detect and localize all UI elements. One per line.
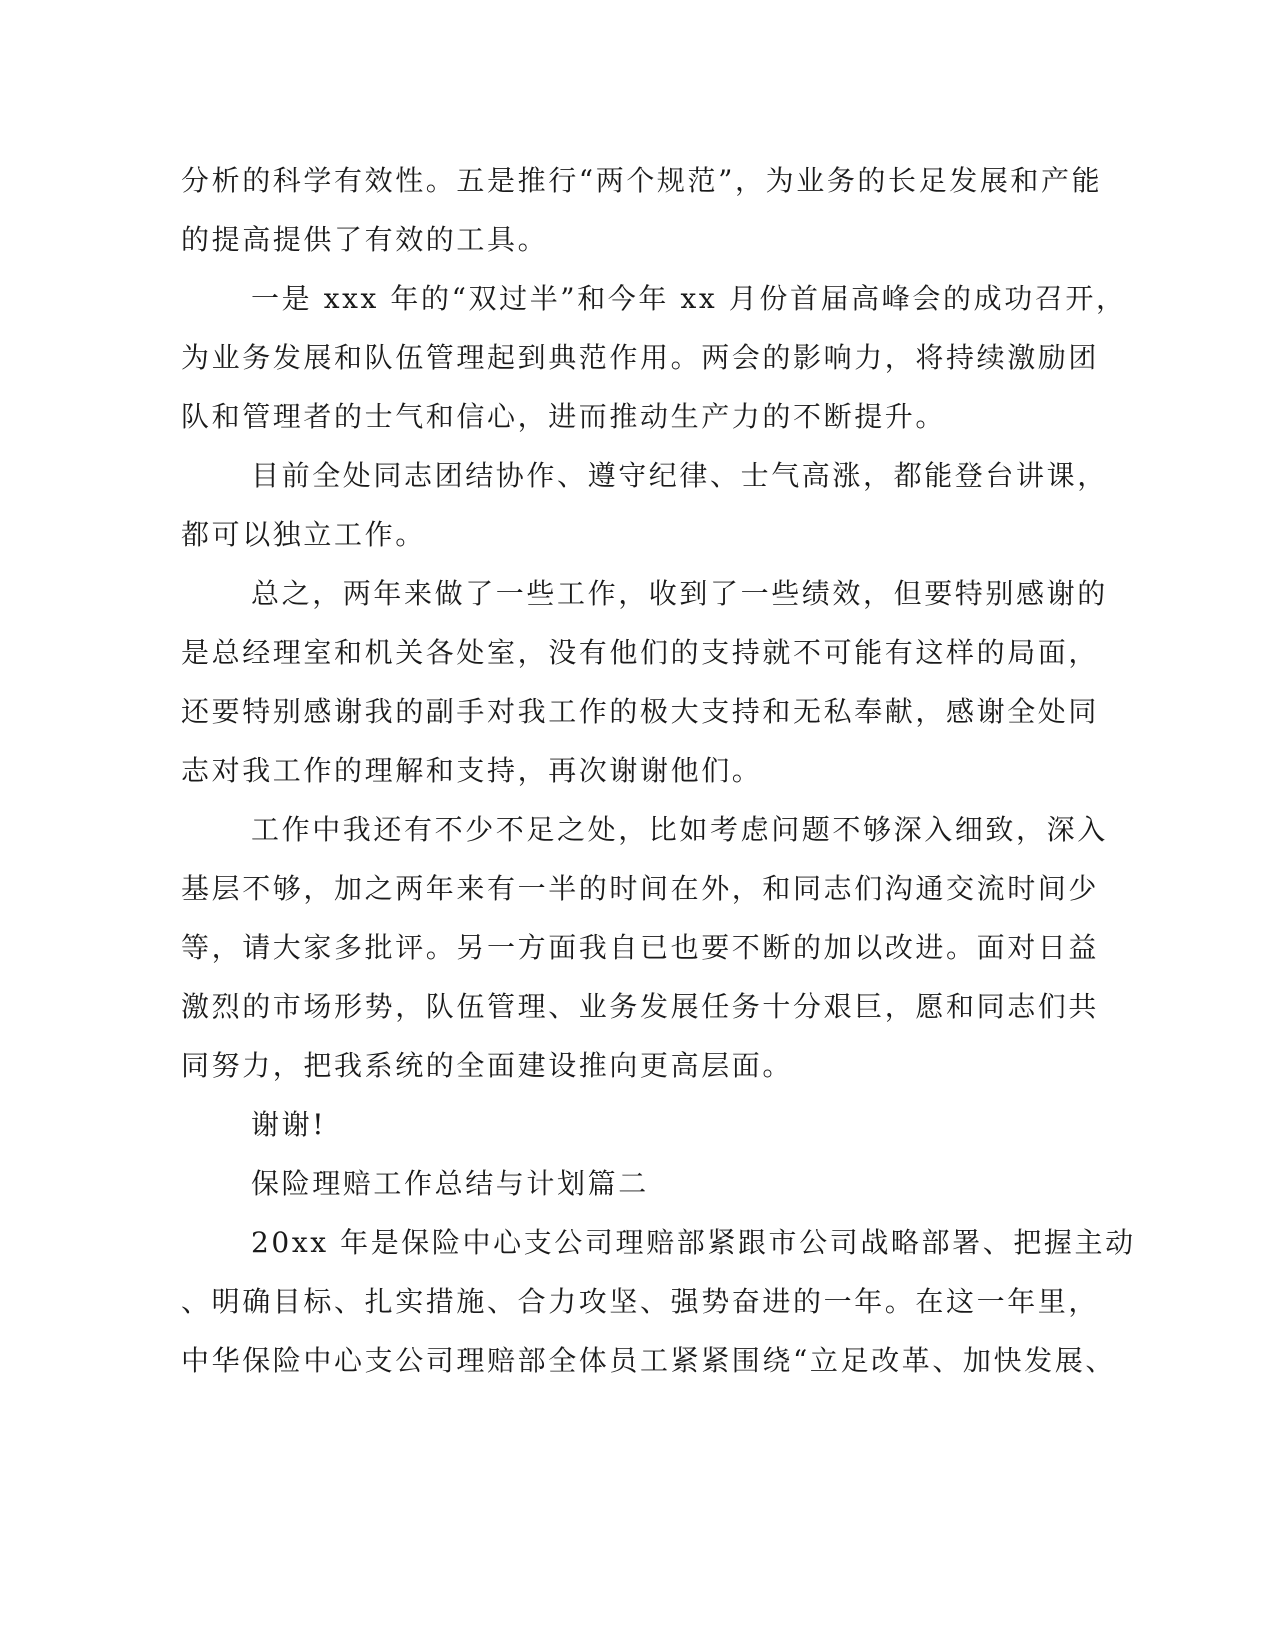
text-line-3: 一是 xxx 年的“双过半”和今年 xx 月份首届高峰会的成功召开， xyxy=(251,282,1127,315)
text-line-9: 是总经理室和机关各处室，没有他们的支持就不可能有这样的局面， xyxy=(181,636,1100,669)
section-heading: 保险理赔工作总结与计划篇二 xyxy=(251,1167,649,1200)
text-line-11: 志对我工作的理解和支持，再次谢谢他们。 xyxy=(181,754,763,787)
text-line-20: 、明确目标、扎实措施、合力攻坚、强势奋进的一年。在这一年里， xyxy=(181,1285,1100,1318)
text-line-16: 同努力，把我系统的全面建设推向更高层面。 xyxy=(181,1049,794,1082)
text-line-6: 目前全处同志团结协作、遵守纪律、士气高涨，都能登台讲课， xyxy=(251,459,1108,492)
text-line-5: 队和管理者的士气和信心，进而推动生产力的不断提升。 xyxy=(181,400,947,433)
text-line-1: 分析的科学有效性。五是推行“两个规范”，为业务的长足发展和产能 xyxy=(181,164,1103,197)
text-line-7: 都可以独立工作。 xyxy=(181,518,426,551)
text-line-19: 20xx 年是保险中心支公司理赔部紧跟市公司战略部署、把握主动 xyxy=(251,1226,1136,1259)
text-line-2: 的提高提供了有效的工具。 xyxy=(181,223,549,256)
text-line-15: 激烈的市场形势，队伍管理、业务发展任务十分艰巨，愿和同志们共 xyxy=(181,990,1100,1023)
text-line-13: 基层不够，加之两年来有一半的时间在外，和同志们沟通交流时间少 xyxy=(181,872,1100,905)
text-line-12: 工作中我还有不少不足之处，比如考虑问题不够深入细致，深入 xyxy=(251,813,1108,846)
text-line-4: 为业务发展和队伍管理起到典范作用。两会的影响力，将持续激励团 xyxy=(181,341,1100,374)
text-line-14: 等，请大家多批评。另一方面我自已也要不断的加以改进。面对日益 xyxy=(181,931,1100,964)
text-line-21: 中华保险中心支公司理赔部全体员工紧紧围绕“立足改革、加快发展、 xyxy=(181,1344,1116,1377)
text-line-17: 谢谢! xyxy=(251,1108,327,1141)
text-line-10: 还要特别感谢我的副手对我工作的极大支持和无私奉献，感谢全处同 xyxy=(181,695,1100,728)
text-line-8: 总之，两年来做了一些工作，收到了一些绩效，但要特别感谢的 xyxy=(251,577,1108,610)
